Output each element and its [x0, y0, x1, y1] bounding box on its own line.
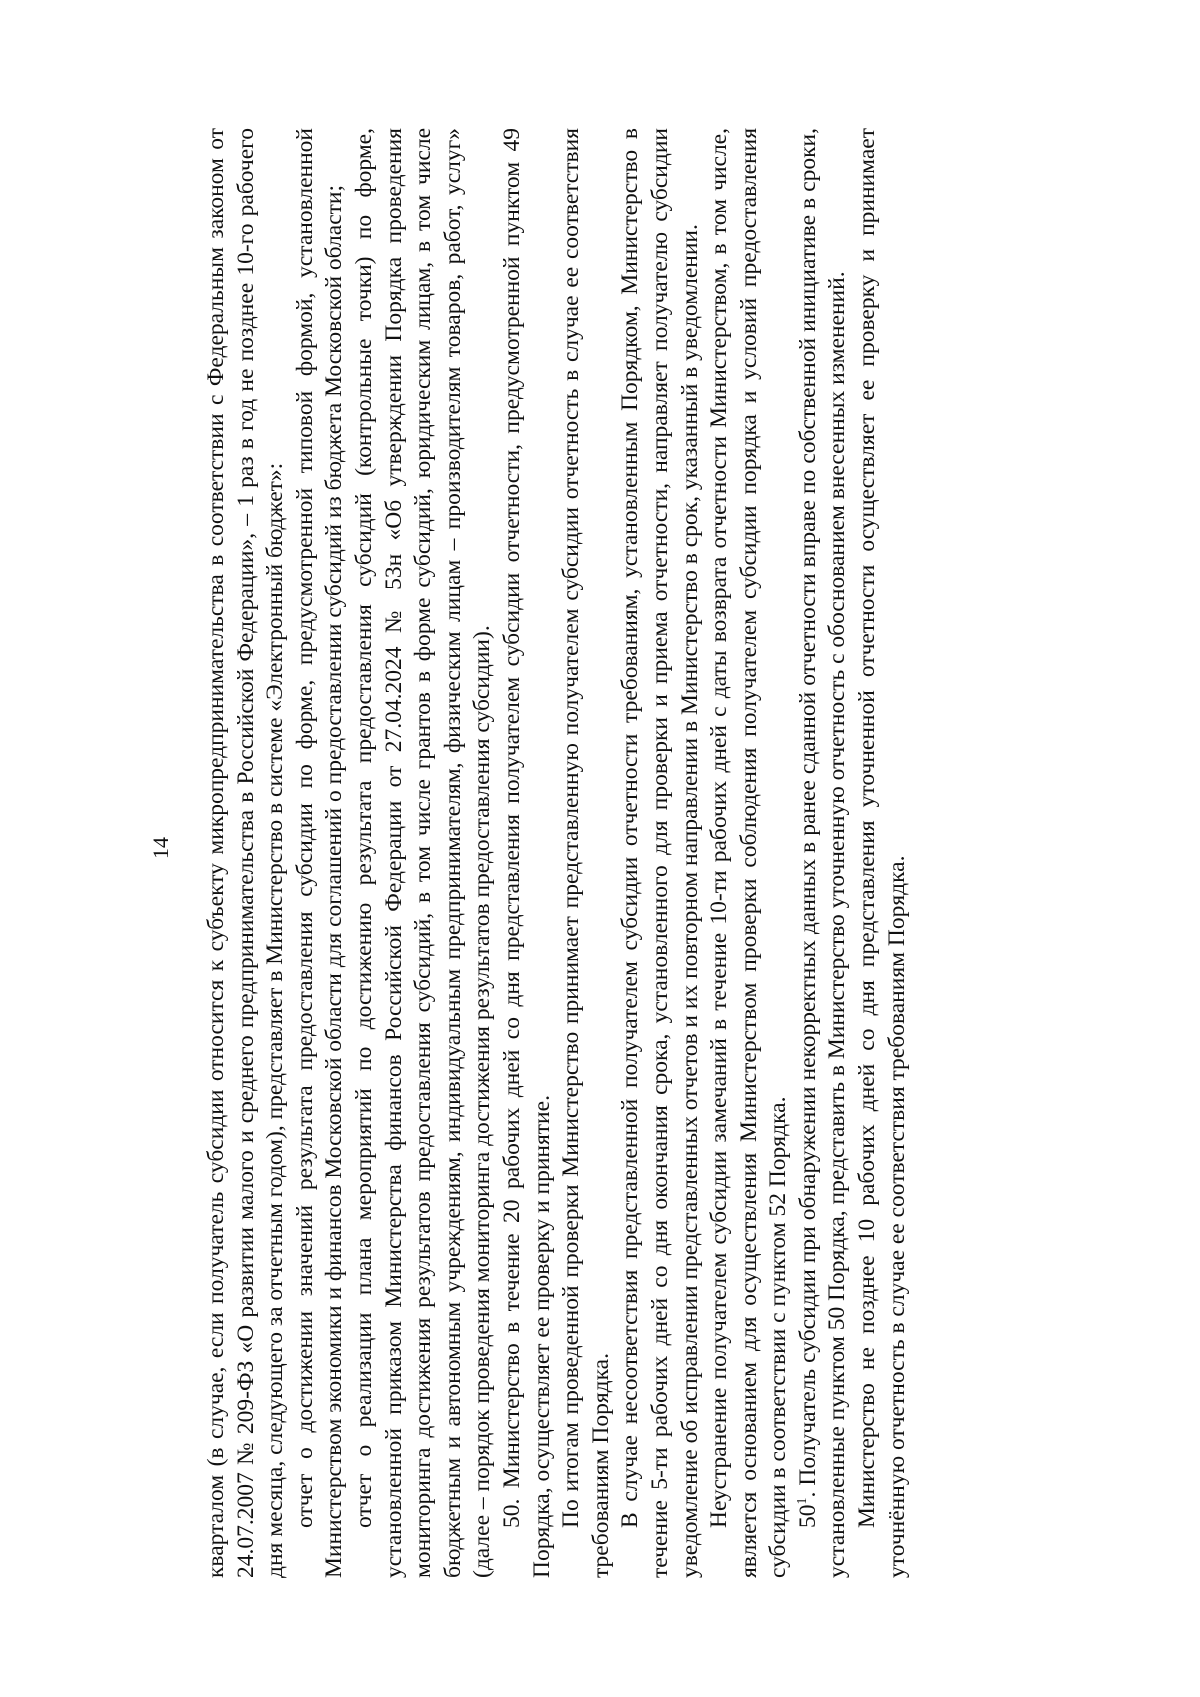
clause-number-superscript: 1 — [795, 1497, 811, 1505]
rotated-page — [150, 88, 1050, 1608]
paragraph-4: 50. Министерство в течение 20 рабочих дней со дня представления получателем субсидии отчетности, предусмотренной пунктом 49 Порядка, осуществляет ее проверку и принятие. — [498, 128, 555, 1578]
page-number: 14 — [148, 837, 173, 859]
paragraph-2: отчет о достижении значений результата предоставления субсидии по форме, предусмотренной типовой формой, установленной Министерством экономики и финансов Московской области для соглашений о предоставлении субсидий из бюджета Московской области; — [291, 128, 348, 1578]
document-body — [202, 128, 912, 1578]
paragraph-8 — [794, 128, 853, 1578]
paragraph-6: В случае несоответствия представленной получателем субсидии отчетности требованиям, установленным Порядком, Министерство в течение 5-ти рабочих дней со дня окончания срока, установленного для проверки и приема отчетности, направляет получателю субсидии уведомление об исправлении представленных отчетов и их повторном направлении в Министерство в срок, указанный в уведомлении. — [617, 128, 703, 1578]
paragraph-8-text: . Получатель субсидии при обнаружении некорректных данных в ранее сданной отчетности вправе по собственной инициативе в сроки, установленные пунктом 50 Порядка, представить в Министерство уточненную отчетность с обоснованием внесенных изменений. — [794, 128, 851, 1578]
paragraph-1: кварталом (в случае, если получатель субсидии относится к субъекту микропредпринимательства в соответствии с Федеральным законом от 24.07.2007 № 209-ФЗ «О развитии малого и среднего предпринимательства в Российской Федерации», – 1 раз в год не позднее 10-го рабочего дня месяца, следующего за отчетным годом), представляет в Министерство в системе «Электронный бюджет»: — [203, 128, 289, 1578]
paragraph-3: отчет о реализации плана мероприятий по достижению результата предоставления субсидий (контрольные точки) по форме, установленной приказом Министерства финансов Российской Федерации от 27.04.2024 № 53н «Об утверждении Порядка проведения мониторинга достижения результатов предоставления субсидий, в том числе грантов в форме субсидий, юридическим лицам, в том числе бюджетным и автономным учреждениям, индивидуальным предпринимателям, физическим лицам – производителям товаров, работ, услуг» (далее – порядок проведения мониторинга достижения результатов предоставления субсидии). — [350, 128, 496, 1578]
clause-number: 50 — [794, 1504, 821, 1528]
paragraph-5: По итогам проведенной проверки Министерство принимает представленную получателем субсидии отчетность в случае ее соответствия требованиям Порядка. — [558, 128, 614, 1578]
paragraph-7: Неустранение получателем субсидии замечаний в течение 10-ти рабочих дней с даты возврата отчетности Министерством, в том числе, является основанием для осуществления Министерством проверки соблюдения получателем субсидии порядка и условий предоставления субсидии в соответствии с пунктом 52 Порядка. — [706, 128, 792, 1578]
paragraph-9: Министерство не позднее 10 рабочих дней со дня представления уточненной отчетности осуществляет ее проверку и принимает уточнённую отчетность в случае ее соответствия требованиям Порядка. — [854, 128, 910, 1578]
